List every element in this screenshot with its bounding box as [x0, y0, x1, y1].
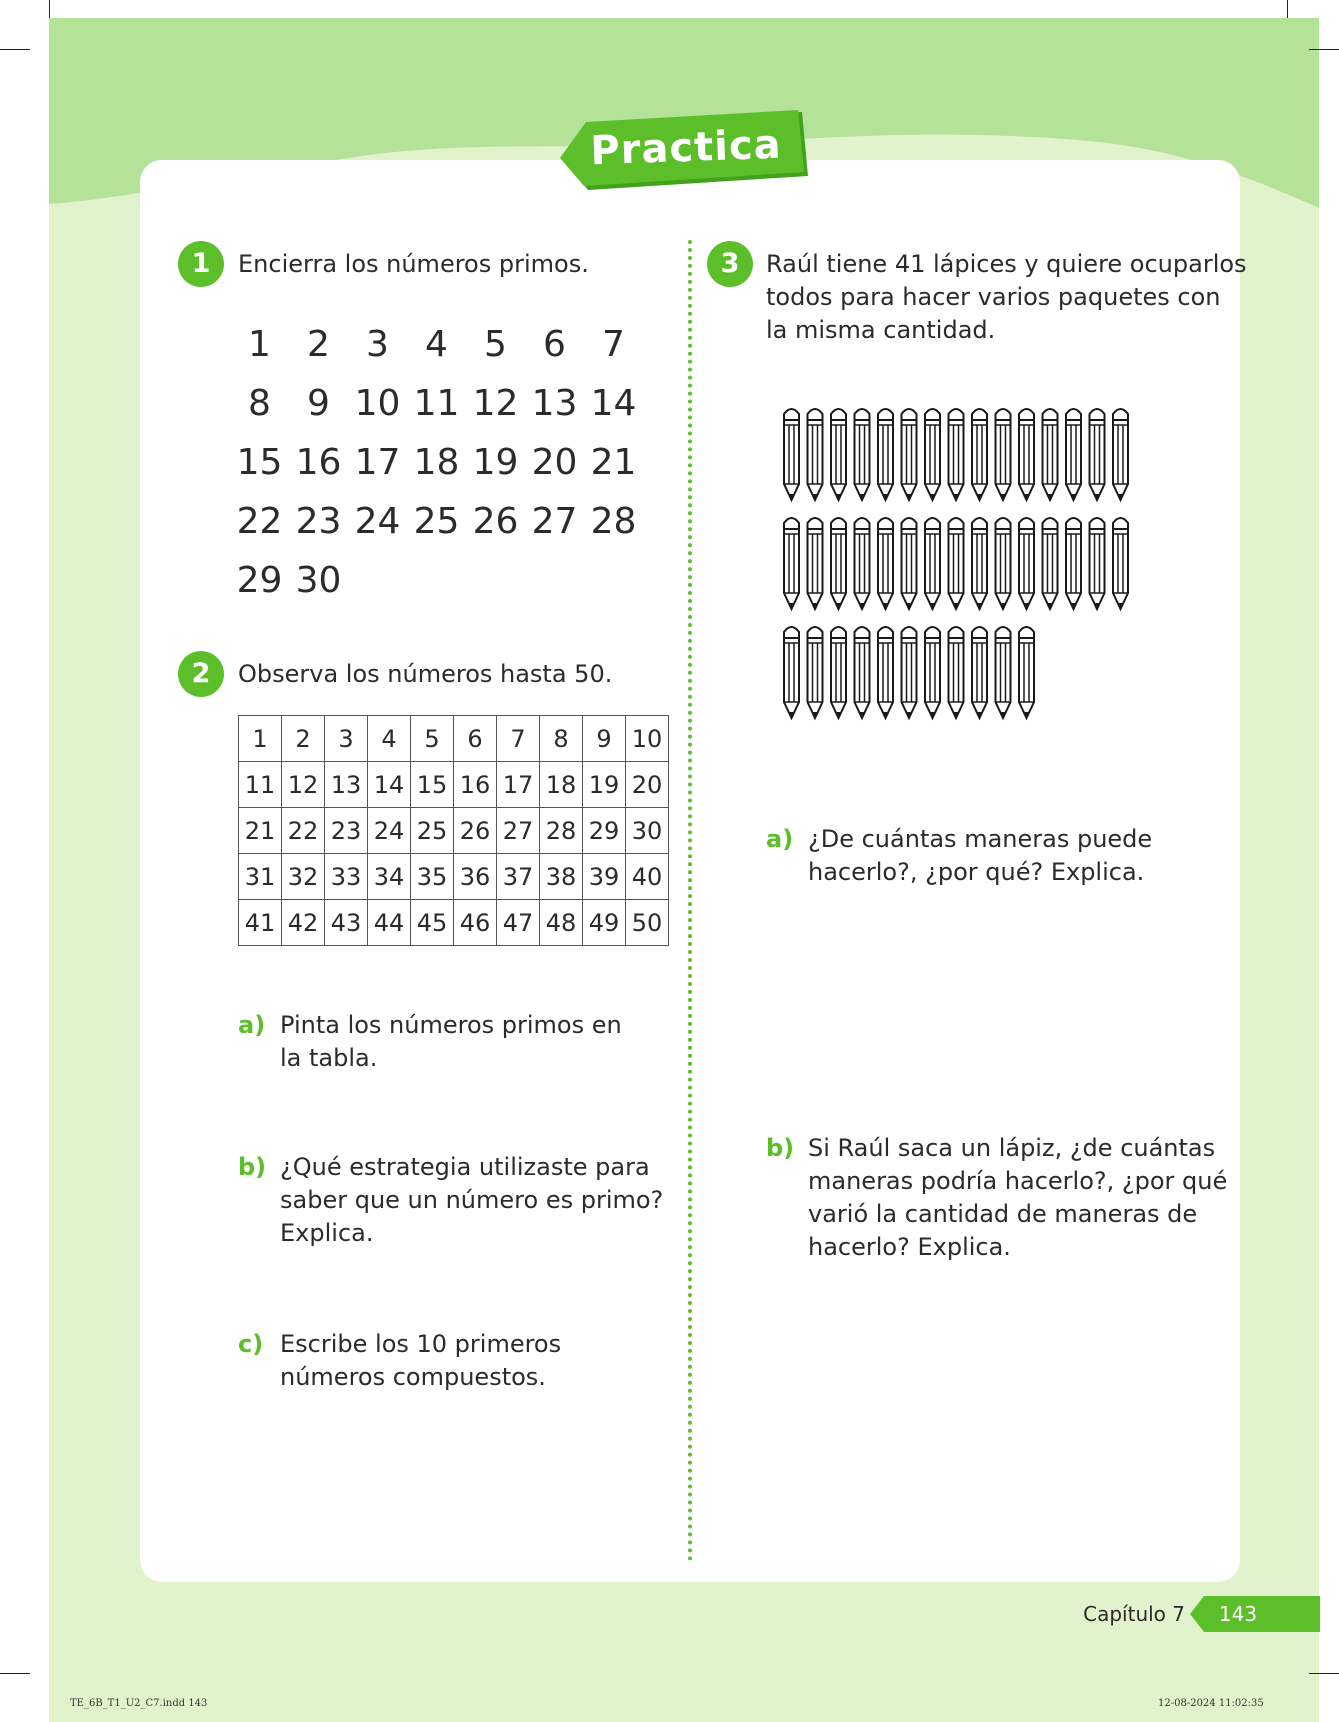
text-line: Si Raúl saca un lápiz, ¿de cuántas: [808, 1134, 1216, 1162]
table-cell[interactable]: 48: [540, 900, 583, 946]
number-option[interactable]: 7: [602, 324, 625, 365]
table-cell[interactable]: 5: [411, 716, 454, 762]
crop-mark: [1287, 0, 1288, 18]
pencil-icon: [996, 409, 1011, 500]
table-cell[interactable]: 22: [282, 808, 325, 854]
table-cell[interactable]: 21: [239, 808, 282, 854]
text-line: varió la cantidad de maneras de: [808, 1200, 1198, 1228]
table-cell[interactable]: 14: [368, 762, 411, 808]
number-option[interactable]: 9: [307, 383, 330, 424]
pencil-icon: [784, 409, 799, 500]
number-option[interactable]: 22: [236, 501, 283, 542]
number-option[interactable]: 17: [354, 442, 401, 483]
table-cell[interactable]: 26: [454, 808, 497, 854]
table-cell[interactable]: 9: [583, 716, 626, 762]
table-cell[interactable]: 20: [626, 762, 669, 808]
table-cell[interactable]: 31: [239, 854, 282, 900]
pencil-icon: [902, 518, 917, 609]
exercise-2-instruction: Observa los números hasta 50.: [238, 660, 613, 688]
table-cell[interactable]: 34: [368, 854, 411, 900]
table-cell[interactable]: 37: [497, 854, 540, 900]
question-letter: b): [238, 1153, 267, 1181]
text-line: todos para hacer varios paquetes con: [766, 283, 1221, 311]
pencil-icon: [949, 409, 964, 500]
table-cell[interactable]: 39: [583, 854, 626, 900]
pencil-icon: [784, 627, 799, 718]
pencil-icon: [996, 627, 1011, 718]
number-option[interactable]: 10: [354, 383, 401, 424]
table-row: [239, 900, 669, 946]
pencil-icon: [1090, 409, 1105, 500]
pencil-icon: [1043, 409, 1058, 500]
page-number: 143: [1218, 1602, 1258, 1626]
question-3a-text: [808, 823, 1152, 889]
crop-mark: [1309, 49, 1339, 50]
number-option[interactable]: 25: [413, 501, 460, 542]
table-cell[interactable]: 17: [497, 762, 540, 808]
pencil-icon: [902, 409, 917, 500]
pencil-icon: [972, 627, 987, 718]
pencil-icon: [925, 627, 940, 718]
table-cell[interactable]: 49: [583, 900, 626, 946]
table-cell[interactable]: 42: [282, 900, 325, 946]
table-cell[interactable]: 2: [282, 716, 325, 762]
number-option[interactable]: 13: [531, 383, 578, 424]
pencil-icon: [925, 518, 940, 609]
number-option[interactable]: 20: [531, 442, 578, 483]
table-cell[interactable]: 7: [497, 716, 540, 762]
pencil-icon: [1066, 409, 1081, 500]
table-cell[interactable]: 27: [497, 808, 540, 854]
question-2c-text: [280, 1328, 561, 1394]
table-cell[interactable]: 24: [368, 808, 411, 854]
number-option[interactable]: 15: [236, 442, 283, 483]
table-cell[interactable]: 32: [282, 854, 325, 900]
text-line: la misma cantidad.: [766, 316, 996, 344]
text-line: hacerlo?, ¿por qué? Explica.: [808, 858, 1145, 886]
pencil-icon: [1113, 518, 1128, 609]
table-cell[interactable]: 29: [583, 808, 626, 854]
table-cell[interactable]: 16: [454, 762, 497, 808]
number-option[interactable]: 2: [307, 324, 330, 365]
exercise-number-badge: 2: [178, 651, 224, 697]
number-option[interactable]: 12: [472, 383, 519, 424]
file-slug: TE_6B_T1_U2_C7.indd 143: [70, 1698, 208, 1709]
text-line: hacerlo? Explica.: [808, 1233, 1011, 1261]
table-cell[interactable]: 36: [454, 854, 497, 900]
question-letter: c): [238, 1330, 264, 1358]
number-option[interactable]: 26: [472, 501, 519, 542]
pencil-icon: [972, 409, 987, 500]
chapter-label: Capítulo 7: [1083, 1602, 1185, 1626]
table-cell[interactable]: 28: [540, 808, 583, 854]
prime-grid-row: [230, 433, 670, 492]
pencil-icon: [1066, 518, 1081, 609]
number-option[interactable]: 19: [472, 442, 519, 483]
number-option[interactable]: 23: [295, 501, 342, 542]
pencil-icon: [878, 627, 893, 718]
text-line: ¿Qué estrategia utilizaste para: [280, 1153, 650, 1181]
table-cell[interactable]: 38: [540, 854, 583, 900]
text-line: Escribe los 10 primeros: [280, 1330, 562, 1358]
pencil-icon: [784, 518, 799, 609]
timestamp-slug: 12-08-2024 11:02:35: [1158, 1698, 1264, 1709]
pencil-icon: [878, 518, 893, 609]
table-cell[interactable]: 45: [411, 900, 454, 946]
table-cell[interactable]: 12: [282, 762, 325, 808]
table-cell[interactable]: 41: [239, 900, 282, 946]
table-row: [239, 808, 669, 854]
crop-mark: [49, 0, 50, 18]
table-cell[interactable]: 8: [540, 716, 583, 762]
table-cell[interactable]: 10: [626, 716, 669, 762]
question-letter: a): [766, 825, 794, 853]
pencil-icon: [1019, 627, 1034, 718]
question-letter: a): [238, 1011, 266, 1039]
table-cell[interactable]: 11: [239, 762, 282, 808]
pencil-icon: [1019, 518, 1034, 609]
crop-mark: [1309, 1673, 1339, 1674]
pencil-icon: [902, 627, 917, 718]
table-cell[interactable]: 19: [583, 762, 626, 808]
text-line: maneras podría hacerlo?, ¿por qué: [808, 1167, 1228, 1195]
text-line: Pinta los números primos en: [280, 1011, 622, 1039]
number-option[interactable]: 16: [295, 442, 342, 483]
number-option[interactable]: 3: [366, 324, 389, 365]
table-cell[interactable]: 33: [325, 854, 368, 900]
pencil-icon: [1113, 409, 1128, 500]
table-cell[interactable]: 44: [368, 900, 411, 946]
column-divider: [688, 240, 692, 1562]
table-cell[interactable]: 13: [325, 762, 368, 808]
table-cell[interactable]: 40: [626, 854, 669, 900]
prime-number-grid: [230, 315, 670, 610]
number-option[interactable]: 29: [236, 560, 283, 601]
pencil-icon: [855, 518, 870, 609]
pencil-icon: [808, 409, 823, 500]
table-row: [239, 854, 669, 900]
table-cell[interactable]: 3: [325, 716, 368, 762]
pencil-icon: [831, 518, 846, 609]
numbers-table: [238, 715, 669, 946]
table-cell[interactable]: 4: [368, 716, 411, 762]
pencil-icon: [831, 627, 846, 718]
prime-grid-row: [230, 315, 670, 374]
text-line: Raúl tiene 41 lápices y quiere ocuparlos: [766, 250, 1247, 278]
number-option[interactable]: 24: [354, 501, 401, 542]
number-option[interactable]: 4: [425, 324, 448, 365]
number-option[interactable]: 6: [543, 324, 566, 365]
text-line: saber que un número es primo?: [280, 1186, 664, 1214]
pencils-illustration: [780, 402, 1140, 732]
number-option[interactable]: 28: [590, 501, 637, 542]
text-line: ¿De cuántas maneras puede: [808, 825, 1153, 853]
number-option[interactable]: 27: [531, 501, 578, 542]
exercise-1-instruction: Encierra los números primos.: [238, 250, 589, 278]
pencil-icon: [949, 518, 964, 609]
table-cell[interactable]: 15: [411, 762, 454, 808]
number-option[interactable]: 21: [590, 442, 637, 483]
table-cell[interactable]: 47: [497, 900, 540, 946]
question-3b-text: [808, 1132, 1227, 1264]
prime-grid-row: [230, 492, 670, 551]
table-cell[interactable]: 6: [454, 716, 497, 762]
pencil-icon: [855, 627, 870, 718]
question-letter: b): [766, 1134, 795, 1162]
pencil-icon: [808, 627, 823, 718]
text-line: números compuestos.: [280, 1363, 546, 1391]
number-option[interactable]: 14: [590, 383, 637, 424]
pencil-icon: [1090, 518, 1105, 609]
table-row: [239, 716, 669, 762]
table-cell[interactable]: 35: [411, 854, 454, 900]
table-cell[interactable]: 23: [325, 808, 368, 854]
table-cell[interactable]: 46: [454, 900, 497, 946]
question-2a-text: [280, 1009, 622, 1075]
question-2b-text: [280, 1151, 663, 1250]
pencil-icon: [808, 518, 823, 609]
pencil-icon: [1043, 518, 1058, 609]
pencil-icon: [1019, 409, 1034, 500]
pencil-icon: [972, 518, 987, 609]
number-option[interactable]: 8: [248, 383, 271, 424]
text-line: la tabla.: [280, 1044, 378, 1072]
number-option[interactable]: 5: [484, 324, 507, 365]
table-cell[interactable]: 43: [325, 900, 368, 946]
exercise-number-badge: 3: [707, 241, 753, 287]
pencil-icon: [855, 409, 870, 500]
crop-mark: [0, 1673, 30, 1674]
prime-grid-row: [230, 551, 670, 610]
table-cell[interactable]: 30: [626, 808, 669, 854]
table-row: [239, 762, 669, 808]
pencil-icon: [996, 518, 1011, 609]
text-line: Explica.: [280, 1219, 374, 1247]
pencil-icon: [925, 409, 940, 500]
exercise-3-statement: [766, 248, 1247, 347]
table-cell[interactable]: 50: [626, 900, 669, 946]
pencil-icon: [949, 627, 964, 718]
table-cell[interactable]: 18: [540, 762, 583, 808]
number-option[interactable]: 30: [295, 560, 342, 601]
table-cell[interactable]: 1: [239, 716, 282, 762]
prime-grid-row: [230, 374, 670, 433]
number-option[interactable]: 1: [248, 324, 271, 365]
number-option[interactable]: 11: [413, 383, 460, 424]
exercise-number-badge: 1: [178, 241, 224, 287]
pencil-icon: [878, 409, 893, 500]
pencil-icon: [831, 409, 846, 500]
crop-mark: [0, 49, 30, 50]
table-cell[interactable]: 25: [411, 808, 454, 854]
number-option[interactable]: 18: [413, 442, 460, 483]
page-title: Practica: [589, 121, 783, 175]
